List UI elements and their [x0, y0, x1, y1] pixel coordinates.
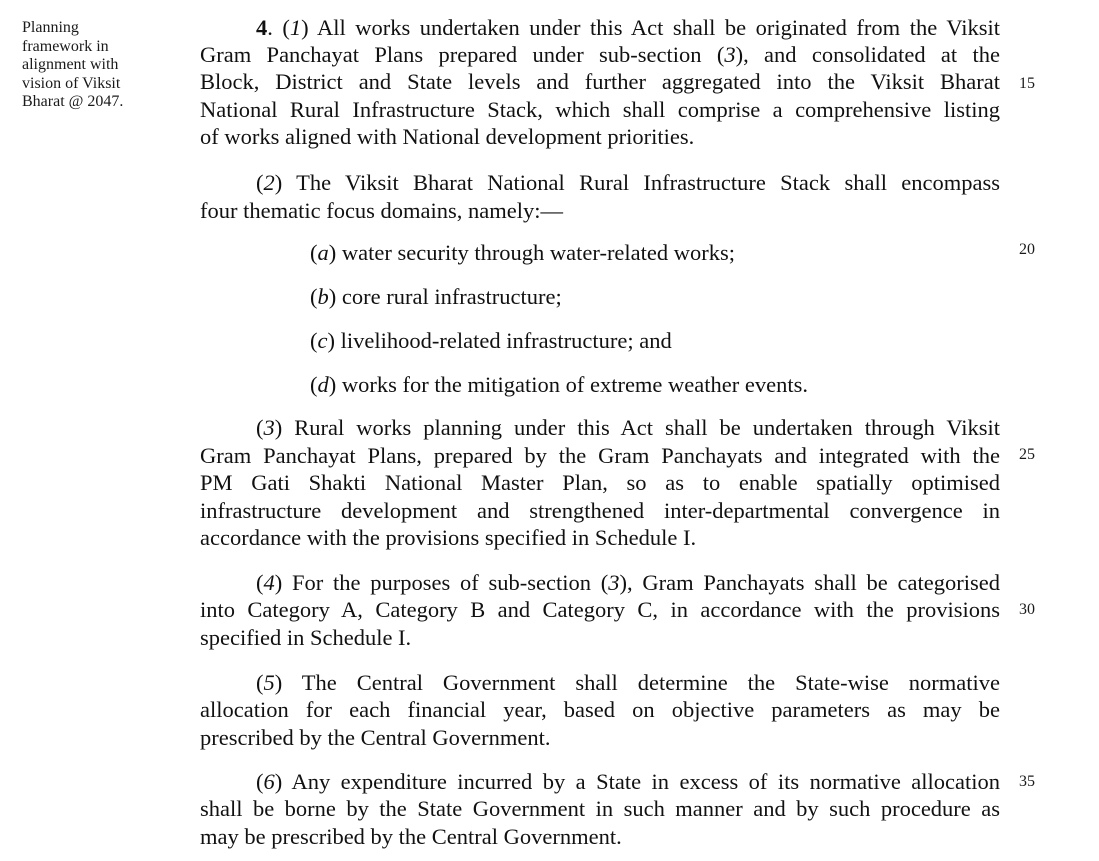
sub-section-3-line: infrastructure development and strengthened inter-departmental convergence in [200, 498, 1000, 523]
sub-section-1-marker: 1 [289, 15, 302, 40]
sub-section-6-text: Any expenditure incurred by a State in excess of its normative allocation [291, 769, 1000, 794]
sub-section-4-line: (4) For the purposes of sub-section (3), Gram Panchayats shall be categorised [256, 570, 1000, 595]
sub-section-4-text: ), Gram Panchayats shall be categorised [619, 570, 1000, 595]
sub-section-1-line: National Rural Infrastructure Stack, which shall comprise a comprehensive listing [200, 97, 1000, 122]
sub-section-4-line: into Category A, Category B and Category C, in accordance with the provisions [200, 597, 1000, 622]
sub-section-5-line: prescribed by the Central Government. [200, 725, 551, 750]
line-number: 35 [1019, 773, 1035, 790]
item-text: water security through water-related works; [341, 240, 736, 265]
sub-section-2-marker: 2 [263, 170, 275, 195]
sub-section-3-line: Gram Panchayat Plans, prepared by the Gram Panchayats and integrated with the [200, 443, 1000, 468]
item-text: works for the mitigation of extreme weather events. [341, 372, 808, 397]
sub-section-3-marker: 3 [263, 415, 275, 440]
item-marker: b [317, 284, 329, 309]
sub-section-3-text: Rural works planning under this Act shall be undertaken through Viksit [294, 415, 1001, 440]
sub-section-6-marker: 6 [263, 769, 275, 794]
margin-note-line: Planning [22, 19, 79, 36]
item-text: livelihood-related infrastructure; and [340, 328, 672, 353]
item-marker: d [317, 372, 329, 397]
item-marker: a [317, 240, 329, 265]
sub-section-5-line: (5) The Central Government shall determine the State-wise normative [256, 670, 1000, 695]
sub-section-4-text: For the purposes of sub-section ( [292, 570, 609, 595]
sub-section-4-marker: 4 [263, 570, 275, 595]
sub-section-2-text: The Viksit Bharat National Rural Infrastructure Stack shall encompass [296, 170, 1000, 195]
list-item: (a) water security through water-related works; [310, 240, 736, 265]
sub-section-6-line: (6) Any expenditure incurred by a State in excess of its normative allocation [256, 769, 1000, 794]
sub-section-6-line: shall be borne by the State Government in such manner and by such procedure as [200, 796, 1000, 821]
sub-section-1-text: Gram Panchayat Plans prepared under sub-section ( [200, 42, 725, 67]
line-number: 25 [1019, 446, 1035, 463]
margin-note-line: Bharat @ 2047. [22, 93, 124, 110]
sub-section-1-text: All works undertaken under this Act shall be originated from the Viksit [316, 15, 1000, 40]
sub-section-2-line: four thematic focus domains, namely:— [200, 198, 564, 223]
cross-reference: 3 [608, 570, 620, 595]
cross-reference: 3 [724, 42, 736, 67]
list-item: (b) core rural infrastructure; [310, 284, 562, 309]
sub-section-5-text: The Central Government shall determine the State-wise normative [301, 670, 1000, 695]
sub-section-2-line: (2) The Viksit Bharat National Rural Infrastructure Stack shall encompass [256, 170, 1000, 195]
section-number: 4 [256, 15, 268, 40]
list-item: (d) works for the mitigation of extreme weather events. [310, 372, 808, 397]
margin-note-line: framework in [22, 37, 109, 55]
sub-section-1-line [200, 41, 1000, 69]
sub-section-1-line: 4. (1) All works undertaken under this Act shall be originated from the Viksit [256, 15, 1000, 40]
margin-note-line: alignment with [22, 56, 119, 73]
sub-section-1-text: ), and consolidated at the [735, 42, 1000, 67]
list-item: (c) livelihood-related infrastructure; and [310, 328, 672, 353]
margin-note [22, 19, 172, 112]
sub-section-6-line: may be prescribed by the Central Government. [200, 824, 622, 849]
item-marker: c [317, 328, 328, 353]
item-text: core rural infrastructure; [341, 284, 562, 309]
sub-section-3-line: PM Gati Shakti National Master Plan, so as to enable spatially optimised [200, 470, 1000, 495]
sub-section-1-line: of works aligned with National development priorities. [200, 124, 695, 149]
sub-section-3-line: (3) Rural works planning under this Act shall be undertaken through Viksit [256, 415, 1001, 440]
margin-note-line: vision of Viksit [22, 74, 121, 92]
sub-section-4-line: specified in Schedule I. [200, 625, 412, 650]
line-number: 20 [1019, 241, 1035, 258]
line-number: 30 [1019, 601, 1035, 618]
sub-section-5-line: allocation for each financial year, based on objective parameters as may be [200, 697, 1000, 722]
sub-section-3-line: accordance with the provisions specified in Schedule I. [200, 525, 697, 550]
sub-section-1-line: Block, District and State levels and further aggregated into the Viksit Bharat [200, 69, 1000, 94]
line-number: 15 [1019, 75, 1035, 92]
sub-section-5-marker: 5 [263, 670, 275, 695]
